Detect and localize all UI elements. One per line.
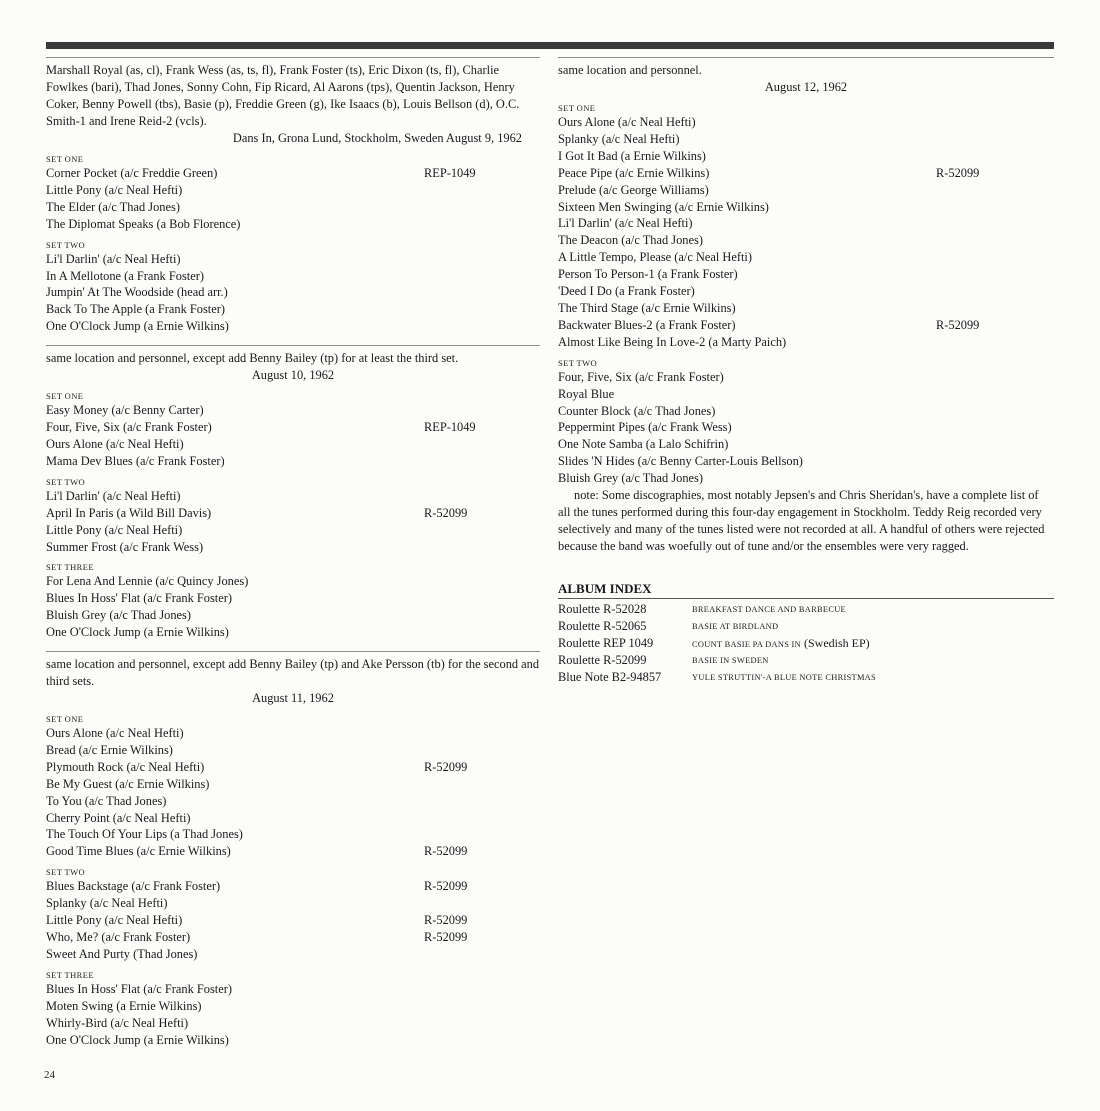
page-number: 24 bbox=[44, 1069, 55, 1081]
album-title-text: BASIE IN SWEDEN bbox=[692, 656, 769, 666]
track-row bbox=[558, 334, 1054, 351]
track-row bbox=[558, 114, 1054, 131]
track-row bbox=[46, 402, 540, 419]
track-title: Little Pony (a/c Neal Hefti) bbox=[46, 522, 183, 537]
track-row bbox=[46, 539, 540, 556]
track-title: Summer Frost (a/c Frank Wess) bbox=[46, 539, 204, 554]
track-row bbox=[46, 742, 540, 759]
album-title bbox=[692, 669, 876, 686]
track-row bbox=[46, 199, 540, 216]
session-date: August 12, 1962 bbox=[764, 80, 848, 94]
track-title: Little Pony (a/c Neal Hefti) bbox=[46, 913, 183, 928]
track-row bbox=[558, 317, 1054, 334]
track-row bbox=[46, 284, 540, 301]
track-row bbox=[46, 624, 540, 641]
track-list bbox=[46, 251, 540, 336]
track-title: The Deacon (a/c Thad Jones) bbox=[558, 233, 703, 248]
session-location: Dans In, Grona Lund, Stockholm, Sweden August 9, 1962 bbox=[232, 131, 522, 145]
album-catalog-label: Roulette REP 1049 bbox=[558, 636, 654, 651]
track-row bbox=[46, 998, 540, 1015]
track-row bbox=[46, 251, 540, 268]
album-title bbox=[692, 618, 778, 635]
track-list bbox=[46, 165, 540, 233]
track-row bbox=[558, 165, 1054, 182]
set-label: SET TWO bbox=[46, 867, 86, 878]
track-title: Ours Alone (a/c Neal Hefti) bbox=[46, 436, 184, 451]
track-title: Whirly-Bird (a/c Neal Hefti) bbox=[46, 1015, 189, 1030]
track-row bbox=[46, 453, 540, 470]
album-index-row bbox=[558, 652, 1054, 669]
track-row bbox=[46, 725, 540, 742]
track-title: Be My Guest (a/c Ernie Wilkins) bbox=[46, 776, 210, 791]
album-title-text: BASIE AT BIRDLAND bbox=[692, 622, 779, 632]
catalog-number: R-52099 bbox=[424, 930, 468, 944]
track-row bbox=[558, 182, 1054, 199]
track-row bbox=[46, 419, 540, 436]
track-title: Easy Money (a/c Benny Carter) bbox=[46, 403, 204, 418]
section-rule bbox=[46, 345, 540, 346]
track-title: The Third Stage (a/c Ernie Wilkins) bbox=[558, 300, 736, 315]
track-title: Who, Me? (a/c Frank Foster) bbox=[46, 930, 191, 944]
session-intro: same location and personnel. bbox=[558, 63, 702, 77]
album-index-row bbox=[558, 635, 1054, 652]
track-title: The Elder (a/c Thad Jones) bbox=[46, 199, 180, 214]
track-title: Little Pony (a/c Neal Hefti) bbox=[46, 182, 183, 197]
right-column bbox=[558, 57, 1054, 686]
track-row bbox=[46, 318, 540, 335]
catalog-number: R-52099 bbox=[424, 505, 468, 520]
album-title-extra: (Swedish EP) bbox=[800, 636, 870, 651]
track-row bbox=[558, 266, 1054, 283]
session-date: August 11, 1962 bbox=[252, 691, 334, 706]
track-title: Ours Alone (a/c Neal Hefti) bbox=[46, 726, 184, 741]
track-row bbox=[46, 182, 540, 199]
section-rule bbox=[46, 651, 540, 652]
album-title-text: BREAKFAST DANCE AND BARBECUE bbox=[692, 605, 846, 615]
catalog-number: REP-1049 bbox=[424, 420, 476, 435]
track-row bbox=[46, 878, 540, 895]
track-list bbox=[46, 573, 540, 641]
album-catalog-label: Roulette R-52099 bbox=[558, 653, 647, 668]
track-title: Ours Alone (a/c Neal Hefti) bbox=[558, 115, 696, 129]
track-title: The Touch Of Your Lips (a Thad Jones) bbox=[46, 827, 243, 842]
track-row bbox=[46, 216, 540, 233]
track-row bbox=[46, 165, 540, 182]
track-list bbox=[46, 402, 540, 470]
album-index-list bbox=[558, 601, 1054, 686]
track-list bbox=[46, 488, 540, 556]
track-row bbox=[46, 522, 540, 539]
album-index-row bbox=[558, 601, 1054, 618]
track-row bbox=[558, 419, 1054, 436]
track-title: 'Deed I Do (a Frank Foster) bbox=[558, 284, 695, 299]
catalog-number: R-52099 bbox=[424, 913, 468, 928]
catalog-number: R-52099 bbox=[424, 844, 468, 859]
track-row bbox=[46, 268, 540, 285]
track-row bbox=[46, 981, 540, 998]
track-title: Li'l Darlin' (a/c Neal Hefti) bbox=[558, 216, 693, 231]
track-title: Slides 'N Hides (a/c Benny Carter-Louis Bellson) bbox=[558, 454, 803, 469]
album-index-rule bbox=[558, 598, 1054, 599]
set-label: SET TWO bbox=[558, 357, 598, 368]
track-title: The Diplomat Speaks (a Bob Florence) bbox=[46, 216, 241, 231]
track-row bbox=[558, 148, 1054, 165]
track-row bbox=[46, 573, 540, 590]
track-title: One O'Clock Jump (a Ernie Wilkins) bbox=[46, 625, 229, 640]
track-title: Almost Like Being In Love-2 (a Marty Paich) bbox=[558, 334, 787, 349]
album-title bbox=[692, 601, 846, 618]
track-row bbox=[46, 895, 540, 912]
column-rule bbox=[558, 57, 1054, 58]
track-list bbox=[46, 981, 540, 1049]
catalog-number: REP-1049 bbox=[424, 166, 476, 180]
album-title-text: YULE STRUTTIN'-A BLUE NOTE CHRISTMAS bbox=[692, 673, 876, 683]
album-index-title: ALBUM INDEX bbox=[558, 581, 652, 597]
session-intro: same location and personnel, except add Benny Bailey (tp) and Ake Persson (tb) for the second and third sets. bbox=[46, 657, 540, 689]
track-title: Plymouth Rock (a/c Neal Hefti) bbox=[46, 759, 205, 774]
track-title: Splanky (a/c Neal Hefti) bbox=[558, 131, 680, 146]
track-title: Peppermint Pipes (a/c Frank Wess) bbox=[558, 420, 732, 435]
track-title: Blues In Hoss' Flat (a/c Frank Foster) bbox=[46, 591, 233, 606]
track-row bbox=[46, 912, 540, 929]
track-title: To You (a/c Thad Jones) bbox=[46, 793, 167, 808]
track-row bbox=[46, 1032, 540, 1049]
track-row bbox=[46, 793, 540, 810]
discography-note: note: Some discographies, most notably Jepsen's and Chris Sheridan's, have a complete list of all the tunes performed during this four-day engagement in Stockholm. Teddy Reig recorded very selectively and many of the tunes listed were not recorded at all. A handful of others were rejected because the band was woefully out of tune and/or the ensembles were very ragged. bbox=[558, 488, 1045, 554]
track-title: Prelude (a/c George Williams) bbox=[558, 182, 709, 197]
catalog-number: R-52099 bbox=[936, 165, 980, 180]
track-row bbox=[558, 232, 1054, 249]
track-row bbox=[558, 131, 1054, 148]
track-title: Four, Five, Six (a/c Frank Foster) bbox=[558, 369, 724, 384]
track-title: Li'l Darlin' (a/c Neal Hefti) bbox=[46, 488, 181, 503]
column-rule bbox=[46, 57, 540, 58]
track-row bbox=[46, 929, 540, 946]
left-column bbox=[46, 57, 540, 1048]
track-title: Li'l Darlin' (a/c Neal Hefti) bbox=[46, 251, 181, 266]
track-title: Bluish Grey (a/c Thad Jones) bbox=[46, 608, 191, 623]
track-title: Peace Pipe (a/c Ernie Wilkins) bbox=[558, 165, 710, 180]
track-row bbox=[558, 369, 1054, 386]
track-title: One O'Clock Jump (a Ernie Wilkins) bbox=[46, 319, 229, 334]
track-row bbox=[46, 946, 540, 963]
session-intro: same location and personnel, except add Benny Bailey (tp) for at least the third set. bbox=[46, 351, 459, 366]
track-list bbox=[46, 878, 540, 963]
track-row bbox=[46, 436, 540, 453]
track-title: Corner Pocket (a/c Freddie Green) bbox=[46, 166, 218, 180]
album-title-text: COUNT BASIE PA DANS IN bbox=[692, 640, 801, 650]
album-title bbox=[692, 652, 769, 669]
track-row bbox=[46, 759, 540, 776]
set-label: SET ONE bbox=[46, 714, 84, 725]
track-list bbox=[558, 369, 1054, 487]
set-label: SET ONE bbox=[558, 103, 596, 113]
track-row bbox=[46, 776, 540, 793]
track-row bbox=[558, 470, 1054, 487]
track-row bbox=[46, 826, 540, 843]
track-row bbox=[46, 843, 540, 860]
session-date: August 10, 1962 bbox=[251, 368, 335, 383]
catalog-number: R-52099 bbox=[424, 759, 468, 774]
track-title: Person To Person-1 (a Frank Foster) bbox=[558, 267, 738, 282]
track-row bbox=[46, 301, 540, 318]
album-catalog-label: Roulette R-52028 bbox=[558, 602, 647, 617]
track-row bbox=[558, 199, 1054, 216]
track-row bbox=[558, 215, 1054, 232]
track-title: Cherry Point (a/c Neal Hefti) bbox=[46, 810, 191, 825]
track-row bbox=[46, 810, 540, 827]
track-title: One Note Samba (a Lalo Schifrin) bbox=[558, 437, 729, 452]
track-row bbox=[558, 300, 1054, 317]
track-title: One O'Clock Jump (a Ernie Wilkins) bbox=[46, 1032, 229, 1047]
track-title: For Lena And Lennie (a/c Quincy Jones) bbox=[46, 574, 249, 589]
track-row bbox=[46, 505, 540, 522]
set-label: SET TWO bbox=[46, 239, 86, 250]
track-title: April In Paris (a Wild Bill Davis) bbox=[46, 505, 212, 520]
track-row bbox=[558, 283, 1054, 300]
track-title: Counter Block (a/c Thad Jones) bbox=[558, 403, 716, 418]
track-title: Bluish Grey (a/c Thad Jones) bbox=[558, 471, 703, 486]
track-title: Blues Backstage (a/c Frank Foster) bbox=[46, 879, 221, 894]
track-title: Moten Swing (a Ernie Wilkins) bbox=[46, 998, 202, 1013]
album-catalog-label: Roulette R-52065 bbox=[558, 619, 647, 634]
album-index-row bbox=[558, 618, 1054, 635]
track-row bbox=[558, 249, 1054, 266]
track-title: A Little Tempo, Please (a/c Neal Hefti) bbox=[558, 250, 752, 265]
track-row bbox=[46, 1015, 540, 1032]
track-title: I Got It Bad (a Ernie Wilkins) bbox=[558, 148, 706, 163]
track-title: Jumpin' At The Woodside (head arr.) bbox=[46, 285, 228, 300]
track-title: Royal Blue bbox=[558, 386, 615, 401]
track-title: In A Mellotone (a Frank Foster) bbox=[46, 268, 204, 283]
track-title: Blues In Hoss' Flat (a/c Frank Foster) bbox=[46, 981, 233, 996]
track-title: Sixteen Men Swinging (a/c Ernie Wilkins) bbox=[558, 199, 769, 214]
track-row bbox=[558, 403, 1054, 420]
track-title: Bread (a/c Ernie Wilkins) bbox=[46, 742, 173, 757]
set-label: SET THREE bbox=[46, 562, 94, 573]
track-title: Mama Dev Blues (a/c Frank Foster) bbox=[46, 453, 225, 468]
top-rule-bar bbox=[46, 42, 1054, 49]
set-label: SET ONE bbox=[46, 154, 84, 164]
track-row bbox=[558, 453, 1054, 470]
album-index-row bbox=[558, 669, 1054, 686]
catalog-number: R-52099 bbox=[424, 879, 468, 894]
track-title: Back To The Apple (a Frank Foster) bbox=[46, 302, 225, 317]
track-title: Backwater Blues-2 (a Frank Foster) bbox=[558, 317, 736, 332]
track-row bbox=[46, 488, 540, 505]
personnel-intro: Marshall Royal (as, cl), Frank Wess (as, ts, fl), Frank Foster (ts), Eric Dixon (ts, fl), Charlie Fowlkes (bari), Thad Jones, Sonny Cohn, Fip Ricard, Al Aarons (tps), Quentin Jackson, Henry Coker, Benny Powell (tbs), Basie (p), Freddie Green (g), Ike Isaacs (b), Louis Bellson (d), O.C. Smith-1 and Irene Reid-2 (vcls). bbox=[46, 63, 520, 128]
track-title: Good Time Blues (a/c Ernie Wilkins) bbox=[46, 844, 231, 859]
track-row bbox=[46, 607, 540, 624]
set-label: SET TWO bbox=[46, 476, 86, 487]
track-title: Four, Five, Six (a/c Frank Foster) bbox=[46, 420, 212, 435]
track-list bbox=[46, 725, 540, 860]
set-label: SET ONE bbox=[46, 391, 84, 402]
track-row bbox=[558, 386, 1054, 403]
track-list bbox=[558, 114, 1054, 351]
catalog-number: R-52099 bbox=[936, 317, 980, 332]
track-row bbox=[558, 436, 1054, 453]
track-title: Sweet And Purty (Thad Jones) bbox=[46, 946, 198, 961]
track-title: Splanky (a/c Neal Hefti) bbox=[46, 896, 168, 911]
track-row bbox=[46, 590, 540, 607]
album-catalog-label: Blue Note B2-94857 bbox=[558, 670, 662, 685]
album-title bbox=[692, 635, 870, 653]
set-label: SET THREE bbox=[46, 969, 94, 980]
